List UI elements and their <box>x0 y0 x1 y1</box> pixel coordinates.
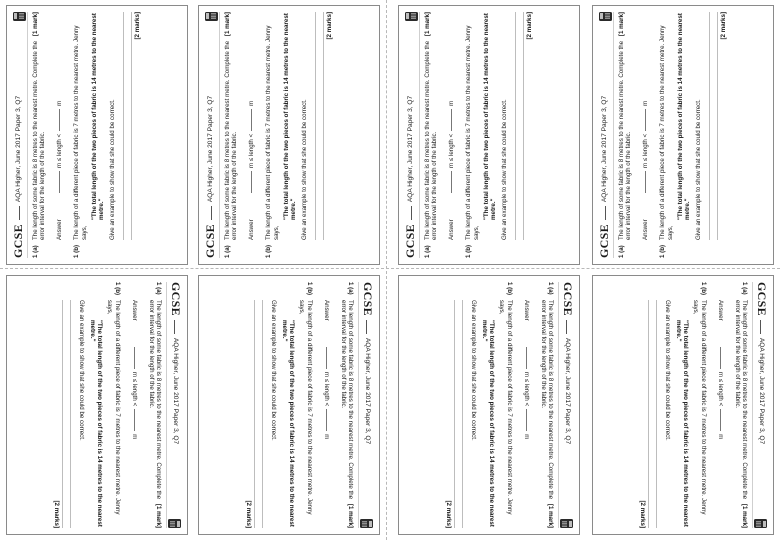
part-a-marks: [1 mark] <box>618 12 625 37</box>
gcse-logo: GCSE <box>560 282 575 316</box>
part-a-marks: [1 mark] <box>347 503 354 528</box>
calculator-icon <box>755 519 768 528</box>
question-source: AQA Higher, June 2017 Paper 3, Q7 <box>15 95 23 203</box>
header-divider <box>19 206 20 220</box>
part-b-text: The length of a different piece of fabric is 7 metres to the nearest metre. Jenny says, <box>692 300 707 515</box>
part-b-instruction-row <box>501 12 508 258</box>
upper-bound-blank[interactable] <box>451 109 452 131</box>
jenny-quote: "The total length of the two pieces of fabric is 14 metres to the nearest metre." <box>91 13 106 220</box>
part-a-number: 1 (a) <box>618 245 625 258</box>
card-slot-bottom-4 <box>590 272 776 538</box>
calculator-icon <box>599 12 612 21</box>
lower-bound-blank[interactable] <box>451 171 452 193</box>
card-header <box>403 12 420 258</box>
card-header <box>597 12 614 258</box>
part-a-answer-row <box>523 300 530 528</box>
card-header <box>558 282 575 528</box>
question-card <box>592 275 774 535</box>
part-a-number: 1 (a) <box>224 245 231 258</box>
card-slot-top-3 <box>396 2 582 268</box>
jenny-quote: "The total length of the two pieces of fabric is 14 metres to the nearest metre." <box>280 320 295 527</box>
part-b-marks: [2 marks] <box>134 12 142 40</box>
interval-text: m ≤ length < <box>447 133 455 168</box>
question-part-b <box>73 12 88 258</box>
working-line[interactable] <box>648 300 656 528</box>
part-a-number: 1 (a) <box>347 282 354 295</box>
working-line[interactable] <box>454 300 462 528</box>
part-b-text: The length of a different piece of fabric is 7 metres to the nearest metre. Jenny says, <box>498 300 513 515</box>
part-b-instruction: Give an example to show that she could be correct. <box>470 300 478 441</box>
question-part-b <box>498 282 513 528</box>
part-b-marks: [2 marks] <box>244 500 252 528</box>
interval-unit: m <box>717 434 725 440</box>
question-card <box>398 275 580 535</box>
upper-bound-blank[interactable] <box>526 409 527 431</box>
header-divider <box>761 320 762 334</box>
jenny-quote: "The total length of the two pieces of fabric is 14 metres to the nearest metre." <box>674 320 689 527</box>
working-line[interactable] <box>124 12 132 240</box>
question-part-a <box>32 12 47 258</box>
calculator-icon <box>561 519 574 528</box>
part-b-number: 1 (b) <box>113 282 121 296</box>
answer-label: Answer <box>641 219 649 240</box>
part-b-instruction: Give an example to show that she could be correct. <box>270 300 278 441</box>
card-header <box>203 12 220 258</box>
upper-bound-blank[interactable] <box>645 109 646 131</box>
interval-text: m ≤ length < <box>131 372 139 407</box>
header-divider <box>605 206 606 220</box>
calculator-icon <box>405 12 418 21</box>
interval-text: m ≤ length < <box>523 372 531 407</box>
working-line[interactable] <box>308 12 316 240</box>
part-a-marks: [1 mark] <box>547 503 554 528</box>
question-part-b <box>465 12 480 258</box>
question-part-a <box>733 282 748 528</box>
interval-text: m ≤ length < <box>323 372 331 407</box>
part-b-number: 1 (b) <box>659 244 667 258</box>
question-part-b <box>659 12 674 258</box>
part-a-text: The length of some fabric is 8 metres to the nearest metre. Complete the error interval for the length of the fabric. <box>339 300 354 500</box>
lower-bound-blank[interactable] <box>526 347 527 369</box>
cut-line-horizontal <box>0 268 780 269</box>
interval-unit: m <box>323 434 331 440</box>
part-b-number: 1 (b) <box>505 282 513 296</box>
gcse-logo: GCSE <box>11 224 26 258</box>
upper-bound-blank[interactable] <box>134 409 135 431</box>
jenny-quote: "The total length of the two pieces of fabric is 14 metres to the nearest metre." <box>483 13 498 220</box>
answer-label: Answer <box>323 300 331 321</box>
part-a-text: The length of some fabric is 8 metres to the nearest metre. Complete the error interval for the length of the fabric. <box>733 300 748 500</box>
question-part-b <box>298 282 313 528</box>
part-a-answer-row <box>642 12 649 240</box>
part-a-text: The length of some fabric is 8 metres to the nearest metre. Complete the error interval for the length of the fabric. <box>424 40 439 240</box>
interval-unit: m <box>247 100 255 106</box>
gcse-logo: GCSE <box>168 282 183 316</box>
part-b-number: 1 (b) <box>305 282 313 296</box>
question-source: AQA Higher, June 2017 Paper 3, Q7 <box>407 95 415 203</box>
part-a-text: The length of some fabric is 8 metres to the nearest metre. Complete the error interval for the length of the fabric. <box>147 300 162 500</box>
jenny-quote: "The total length of the two pieces of fabric is 14 metres to the nearest metre." <box>283 13 298 220</box>
card-slot-bottom-3 <box>396 272 582 538</box>
gcse-logo: GCSE <box>597 224 612 258</box>
working-line[interactable] <box>262 300 270 528</box>
question-source: AQA Higher, June 2017 Paper 3, Q7 <box>363 337 371 445</box>
working-line[interactable] <box>116 12 124 240</box>
part-a-number: 1 (a) <box>155 282 162 295</box>
part-b-instruction: Give an example to show that she could be correct. <box>300 99 308 240</box>
part-b-text: The length of a different piece of fabric is 7 metres to the nearest metre. Jenny says, <box>659 25 674 240</box>
part-a-marks: [1 mark] <box>32 12 39 37</box>
interval-text: m ≤ length < <box>55 133 63 168</box>
gcse-logo: GCSE <box>360 282 375 316</box>
lower-bound-blank[interactable] <box>326 347 327 369</box>
question-card <box>592 5 774 265</box>
part-a-text: The length of some fabric is 8 metres to the nearest metre. Complete the error interval for the length of the fabric. <box>539 300 554 500</box>
part-b-instruction-row <box>109 12 116 258</box>
header-divider <box>411 206 412 220</box>
part-b-instruction: Give an example to show that she could be correct. <box>694 99 702 240</box>
jenny-quote: "The total length of the two pieces of fabric is 14 metres to the nearest metre." <box>480 320 495 527</box>
lower-bound-blank[interactable] <box>720 347 721 369</box>
card-header <box>11 12 28 258</box>
part-a-answer-row <box>131 300 138 528</box>
gcse-logo: GCSE <box>403 224 418 258</box>
working-line[interactable] <box>254 300 262 528</box>
part-b-number: 1 (b) <box>465 244 473 258</box>
part-a-number: 1 (a) <box>741 282 748 295</box>
part-b-text: The length of a different piece of fabric is 7 metres to the nearest metre. Jenny says, <box>265 25 280 240</box>
jenny-quote: "The total length of the two pieces of fabric is 14 metres to the nearest metre." <box>677 13 692 220</box>
answer-label: Answer <box>247 219 255 240</box>
working-line[interactable] <box>70 300 78 528</box>
part-a-text: The length of some fabric is 8 metres to the nearest metre. Complete the error interval for the length of the fabric. <box>618 40 633 240</box>
part-b-instruction: Give an example to show that she could be correct. <box>78 300 86 441</box>
question-card <box>398 5 580 265</box>
interval-text: m ≤ length < <box>717 372 725 407</box>
question-card <box>198 275 380 535</box>
part-a-marks: [1 mark] <box>424 12 431 37</box>
working-line[interactable] <box>656 300 664 528</box>
part-b-instruction-row <box>695 12 702 258</box>
part-a-number: 1 (a) <box>424 245 431 258</box>
question-part-a <box>539 282 554 528</box>
calculator-icon <box>361 519 374 528</box>
interval-unit: m <box>131 434 139 440</box>
card-header <box>358 282 375 528</box>
working-line[interactable] <box>702 12 710 240</box>
question-part-a <box>339 282 354 528</box>
answer-label: Answer <box>55 219 63 240</box>
part-b-marks: [2 marks] <box>326 12 334 40</box>
part-b-marks: [2 marks] <box>638 500 646 528</box>
calculator-icon <box>205 12 218 21</box>
question-part-b <box>692 282 707 528</box>
calculator-icon <box>169 519 182 528</box>
part-b-instruction: Give an example to show that she could be correct. <box>664 300 672 441</box>
part-a-marks: [1 mark] <box>155 503 162 528</box>
part-a-text: The length of some fabric is 8 metres to the nearest metre. Complete the error interval for the length of the fabric. <box>32 40 47 240</box>
working-line[interactable] <box>316 12 324 240</box>
question-part-a <box>224 12 239 258</box>
answer-label: Answer <box>447 219 455 240</box>
header-divider <box>175 320 176 334</box>
cut-line-vertical <box>386 0 387 540</box>
upper-bound-blank[interactable] <box>326 409 327 431</box>
working-line[interactable] <box>710 12 718 240</box>
upper-bound-blank[interactable] <box>720 409 721 431</box>
card-header <box>752 282 769 528</box>
part-b-marks: [2 marks] <box>444 500 452 528</box>
card-slot-bottom-2 <box>196 272 382 538</box>
question-source: AQA Higher, June 2017 Paper 3, Q7 <box>601 95 609 203</box>
answer-label: Answer <box>131 300 139 321</box>
question-source: AQA Higher, June 2017 Paper 3, Q7 <box>171 337 179 445</box>
working-line[interactable] <box>462 300 470 528</box>
part-a-answer-row <box>448 12 455 240</box>
part-a-number: 1 (a) <box>547 282 554 295</box>
lower-bound-blank[interactable] <box>251 171 252 193</box>
gcse-logo: GCSE <box>754 282 769 316</box>
part-b-instruction-row <box>270 282 277 528</box>
part-b-text: The length of a different piece of fabric is 7 metres to the nearest metre. Jenny says, <box>465 25 480 240</box>
lower-bound-blank[interactable] <box>134 347 135 369</box>
interval-unit: m <box>447 100 455 106</box>
jenny-quote: "The total length of the two pieces of fabric is 14 metres to the nearest metre." <box>88 320 103 527</box>
part-a-number: 1 (a) <box>32 245 39 258</box>
part-a-answer-row <box>248 12 255 240</box>
question-card <box>198 5 380 265</box>
card-header <box>166 282 183 528</box>
part-b-instruction-row <box>664 282 671 528</box>
lower-bound-blank[interactable] <box>59 171 60 193</box>
calculator-icon <box>13 12 26 21</box>
question-part-a <box>618 12 633 258</box>
card-slot-top-2 <box>196 2 382 268</box>
header-divider <box>367 320 368 334</box>
part-b-marks: [2 marks] <box>52 500 60 528</box>
header-divider <box>567 320 568 334</box>
interval-unit: m <box>523 434 531 440</box>
interval-unit: m <box>55 100 63 106</box>
part-b-text: The length of a different piece of fabric is 7 metres to the nearest metre. Jenny says, <box>73 25 88 240</box>
working-line[interactable] <box>62 300 70 528</box>
card-slot-bottom-1 <box>4 272 190 538</box>
question-part-a <box>147 282 162 528</box>
part-a-answer-row <box>56 12 63 240</box>
question-source: AQA Higher, June 2017 Paper 3, Q7 <box>757 337 765 445</box>
part-a-answer-row <box>323 300 330 528</box>
upper-bound-blank[interactable] <box>59 109 60 131</box>
card-slot-top-1 <box>4 2 190 268</box>
part-b-instruction-row <box>470 282 477 528</box>
part-b-instruction: Give an example to show that she could be correct. <box>500 99 508 240</box>
question-source: AQA Higher, June 2017 Paper 3, Q7 <box>207 95 215 203</box>
gcse-logo: GCSE <box>203 224 218 258</box>
part-a-marks: [1 mark] <box>224 12 231 37</box>
working-line[interactable] <box>516 12 524 240</box>
header-divider <box>211 206 212 220</box>
question-part-a <box>424 12 439 258</box>
lower-bound-blank[interactable] <box>645 171 646 193</box>
part-a-text: The length of some fabric is 8 metres to the nearest metre. Complete the error interval for the length of the fabric. <box>224 40 239 240</box>
part-b-instruction-row <box>301 12 308 258</box>
part-b-marks: [2 marks] <box>526 12 534 40</box>
part-b-instruction-row <box>78 282 85 528</box>
upper-bound-blank[interactable] <box>251 109 252 131</box>
working-line[interactable] <box>508 12 516 240</box>
part-b-text: The length of a different piece of fabric is 7 metres to the nearest metre. Jenny says, <box>298 300 313 515</box>
part-b-number: 1 (b) <box>265 244 273 258</box>
card-slot-top-4 <box>590 2 776 268</box>
part-a-marks: [1 mark] <box>741 503 748 528</box>
answer-label: Answer <box>523 300 531 321</box>
interval-unit: m <box>641 100 649 106</box>
question-part-b <box>265 12 280 258</box>
question-source: AQA Higher, June 2017 Paper 3, Q7 <box>563 337 571 445</box>
answer-label: Answer <box>717 300 725 321</box>
question-card <box>6 5 188 265</box>
part-b-text: The length of a different piece of fabric is 7 metres to the nearest metre. Jenny says, <box>106 300 121 515</box>
part-b-number: 1 (b) <box>699 282 707 296</box>
part-a-answer-row <box>717 300 724 528</box>
part-b-instruction: Give an example to show that she could be correct. <box>108 99 116 240</box>
question-part-b <box>106 282 121 528</box>
part-b-marks: [2 marks] <box>720 12 728 40</box>
part-b-number: 1 (b) <box>73 244 81 258</box>
interval-text: m ≤ length < <box>641 133 649 168</box>
question-card <box>6 275 188 535</box>
interval-text: m ≤ length < <box>247 133 255 168</box>
